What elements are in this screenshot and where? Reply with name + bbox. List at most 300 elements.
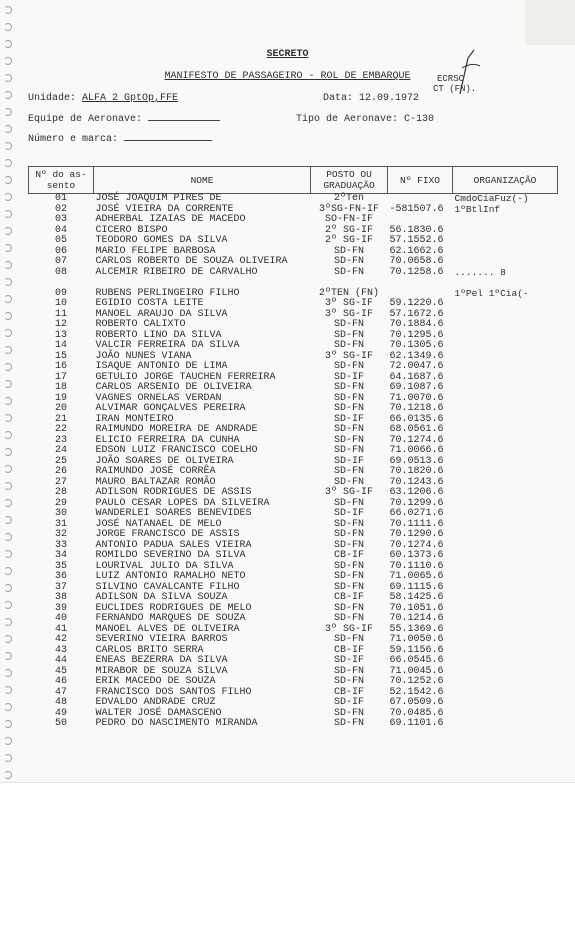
seat-number-cell: 02 <box>54 203 67 215</box>
organization-cell <box>453 257 558 268</box>
passenger-name-cell: LOURIVAL JULIO DA SILVA <box>95 560 234 572</box>
passenger-name-cell: FERNANDO MARQUES DE SOUZA <box>95 613 246 624</box>
rank-cell: SD-FN <box>333 560 364 572</box>
fixed-number-cell: 72.0047.6 <box>389 361 444 372</box>
perforation-hole <box>4 601 12 609</box>
table-row <box>29 698 558 709</box>
passenger-name-cell: MIRABOR DE SOUZA SILVA <box>95 665 228 677</box>
header-seat-number: Nº do as- sento <box>29 167 94 194</box>
passenger-name-cell: EDVALDO ANDRADE CRUZ <box>95 697 216 708</box>
passenger-name-cell: RAIMUNDO JOSÉ CORRÊA <box>95 466 216 477</box>
rank-cell: SD-FN <box>333 497 364 509</box>
organization-cell <box>453 541 558 552</box>
crew-row <box>28 115 220 125</box>
fixed-number-cell: 70.1252.6 <box>389 676 444 687</box>
table-row <box>29 635 558 646</box>
rank-cell: SD-IF <box>333 655 364 666</box>
fixed-number-cell: 70.1214.6 <box>389 613 444 624</box>
fixed-number-cell: 59.1156.6 <box>389 644 444 656</box>
fixed-number-cell: 69.0513.6 <box>389 455 444 467</box>
rank-cell: SD-FN <box>333 340 364 351</box>
seat-number-cell: 50 <box>54 718 67 729</box>
seat-number-cell: 28 <box>54 487 67 498</box>
perforation-hole <box>4 635 12 643</box>
rank-cell: SD-FN <box>333 476 364 488</box>
table-row <box>29 551 558 562</box>
organization-cell <box>453 226 558 237</box>
fixed-number-cell: 71.0065.6 <box>389 571 444 582</box>
rank-cell: SD-IF <box>333 371 364 383</box>
rank-cell: SD-FN <box>333 361 364 372</box>
fixed-number-cell: 70.1820.6 <box>389 466 444 477</box>
rank-cell: SD-FN <box>333 466 364 477</box>
rank-cell: SD-FN <box>333 424 364 435</box>
group-spacer <box>29 278 558 289</box>
passenger-name-cell: JOÃO NUNES VIANA <box>95 350 192 362</box>
document-title: MANIFESTO DE PASSAGEIRO - ROL DE EMBARQUE <box>164 71 411 82</box>
seat-number-cell: 06 <box>54 245 67 257</box>
perforation-hole <box>4 159 12 167</box>
perforation-hole <box>4 244 12 252</box>
rank-cell: SD-FN <box>333 245 364 257</box>
passenger-name-cell: ADILSON DA SILVA SOUZA <box>95 592 228 603</box>
perforation-hole <box>4 550 12 558</box>
table-row <box>29 320 558 331</box>
passenger-name-cell: CARLOS BRITO SERRA <box>95 644 204 656</box>
header-name: NOME <box>94 167 311 194</box>
passenger-name-cell: GETULIO JORGE TAUCHEN FERREIRA <box>95 371 276 383</box>
rank-cell: 2º SG-IF <box>324 224 373 236</box>
organization-cell <box>453 719 558 730</box>
passenger-name-cell: JOSÉ JOAQUIM PIRES DE <box>95 193 222 204</box>
passenger-name-cell: EGIDIO COSTA LEITE <box>95 298 204 309</box>
passenger-name-cell: CARLOS ROBERTO DE SOUZA OLIVEIRA <box>95 256 288 267</box>
table-row <box>29 446 558 457</box>
passenger-name-cell: ADILSON RODRIGUES DE ASSIS <box>95 487 252 498</box>
number-brand-label: Número e marca: <box>28 134 119 145</box>
rank-cell: 3º SG-IF <box>324 487 373 498</box>
perforation-hole <box>4 618 12 626</box>
organization-cell <box>453 625 558 636</box>
organization-cell: 1ºPel 1ºCia(- <box>454 287 529 299</box>
organization-cell <box>453 583 558 594</box>
rank-cell: SD-IF <box>333 413 364 425</box>
organization-cell <box>453 635 558 646</box>
passenger-name-cell: SILVINO CAVALCANTE FILHO <box>95 581 240 593</box>
fixed-number-cell: 63.1206.6 <box>389 487 444 498</box>
seat-number-cell: 18 <box>54 382 67 393</box>
table-row <box>29 215 558 226</box>
aircraft-type-label: Tipo de Aeronave: <box>296 114 399 125</box>
table-row <box>29 257 558 268</box>
seat-number-cell: 07 <box>54 256 67 267</box>
fixed-number-cell: 70.1218.6 <box>389 403 444 414</box>
perforation-hole <box>4 125 12 133</box>
rank-cell: SD-FN <box>333 665 364 677</box>
organization-cell <box>453 467 558 478</box>
passenger-name-cell: ISAQUE ANTONIO DE LIMA <box>95 361 228 372</box>
fixed-number-cell: 70.1274.6 <box>389 434 444 446</box>
seat-number-cell: 12 <box>54 319 67 330</box>
rank-cell: CB-IF <box>333 592 364 603</box>
organization-cell <box>453 310 558 321</box>
perforation-hole <box>4 499 12 507</box>
table-row <box>29 299 558 310</box>
organization-cell <box>453 446 558 457</box>
date-label: Data: <box>323 93 354 104</box>
organization-cell <box>453 394 558 405</box>
passenger-name-cell: SEVERINO VIEIRA BARROS <box>95 634 228 645</box>
passenger-name-cell: TEODORO GOMES DA SILVA <box>95 235 228 246</box>
passenger-name-cell: JOÃO SOARES DE OLIVEIRA <box>95 455 234 467</box>
passenger-name-cell: IRAN MONTEIRO <box>95 413 174 425</box>
perforation-hole <box>4 397 12 405</box>
seat-number-cell: 22 <box>54 424 67 435</box>
rank-cell: SD-FN <box>333 634 364 645</box>
fixed-number-cell: 70.1290.6 <box>389 529 444 540</box>
passenger-name-cell: ELICIO FERREIRA DA CUNHA <box>95 434 240 446</box>
fixed-number-cell: 59.1220.6 <box>389 298 444 309</box>
scan-smudge <box>525 0 575 45</box>
seat-number-cell: 29 <box>54 497 67 509</box>
fixed-number-cell: 71.0050.6 <box>389 634 444 645</box>
table-row <box>29 425 558 436</box>
organization-cell <box>453 698 558 709</box>
rank-cell: SD-FN <box>333 718 364 729</box>
perforation-hole <box>4 210 12 218</box>
passenger-name-cell: ALCEMIR RIBEIRO DE CARVALHO <box>95 266 258 278</box>
fixed-number-cell <box>388 194 453 205</box>
fixed-number-cell: 70.1111.6 <box>389 518 444 530</box>
passenger-name-cell: ROMILDO SEVERINO DA SILVA <box>95 550 246 561</box>
table-row <box>29 341 558 352</box>
organization-cell <box>453 247 558 258</box>
seat-number-cell: 24 <box>54 445 67 456</box>
fixed-number-cell: 70.1274.6 <box>389 539 444 551</box>
seat-number-cell: 30 <box>54 508 67 519</box>
fixed-number-cell: 70.0485.6 <box>389 707 444 719</box>
seat-number-cell: 20 <box>54 403 67 414</box>
fixed-number-cell: -581507.6 <box>389 203 444 215</box>
table-row <box>29 530 558 541</box>
number-brand-row <box>28 135 212 145</box>
rank-cell: SO-FN-IF <box>324 214 373 225</box>
unit-label: Unidade: <box>28 93 77 104</box>
organization-cell <box>453 362 558 373</box>
seat-number-cell: 27 <box>54 476 67 488</box>
perforation-hole <box>4 533 12 541</box>
rank-cell: CB-IF <box>333 686 364 698</box>
table-row <box>29 194 558 205</box>
fixed-number-cell: 57.1672.6 <box>389 308 444 320</box>
fixed-number-cell: 70.1110.6 <box>389 560 444 572</box>
rank-cell: SD-FN <box>333 445 364 456</box>
unit-row <box>28 94 178 104</box>
rank-cell: 2ºTen <box>333 193 364 204</box>
stamp-text-1: ECRSC <box>437 74 465 84</box>
seat-number-cell: 49 <box>54 707 67 719</box>
crew-label: Equipe de Aeronave: <box>28 114 143 125</box>
seat-number-cell: 10 <box>54 298 67 309</box>
table-row <box>29 656 558 667</box>
organization-cell <box>453 530 558 541</box>
table-row <box>29 467 558 478</box>
seat-number-cell: 04 <box>54 224 67 236</box>
seat-number-cell: 16 <box>54 361 67 372</box>
rank-cell: 2º SG-IF <box>324 235 373 246</box>
rank-cell: 3º SG-IF <box>324 623 373 635</box>
header-organization: ORGANIZAÇÃO <box>453 167 558 194</box>
fixed-number-cell: 70.1299.6 <box>389 497 444 509</box>
seat-number-cell: 25 <box>54 455 67 467</box>
organization-cell <box>453 509 558 520</box>
passenger-name-cell: MARIO FELIPE BARBOSA <box>95 245 216 257</box>
rank-cell: SD-IF <box>333 697 364 708</box>
aircraft-type-value: C-130 <box>404 114 435 125</box>
organization-cell: ....... 8 <box>454 266 506 278</box>
fixed-number-cell: 71.0070.6 <box>389 392 444 404</box>
table-body <box>29 194 558 730</box>
seat-number-cell: 38 <box>54 592 67 603</box>
seat-number-cell: 03 <box>54 214 67 225</box>
organization-cell <box>453 436 558 447</box>
fixed-number-cell: 69.1115.6 <box>389 581 444 593</box>
table-row <box>29 572 558 583</box>
organization-cell: CmdoCiaFuz(-) <box>454 193 529 204</box>
fixed-number-cell: 58.1425.6 <box>389 592 444 603</box>
seat-number-cell: 41 <box>54 623 67 635</box>
stamp-text-2: CT (FN). <box>433 84 477 94</box>
rank-cell: CB-IF <box>333 550 364 561</box>
table-header-row <box>29 167 558 194</box>
rank-cell: CB-IF <box>333 644 364 656</box>
passenger-name-cell: ERIK MACEDO DE SOUZA <box>95 676 216 687</box>
rank-cell: SD-FN <box>333 403 364 414</box>
passenger-name-cell: VALCIR FERREIRA DA SILVA <box>95 340 240 351</box>
organization-cell: 1ºBtlInf <box>454 203 501 215</box>
perforation-hole <box>4 652 12 660</box>
fixed-number-cell: 69.1101.6 <box>389 718 444 729</box>
rank-cell: SD-FN <box>333 382 364 393</box>
rank-cell: 3º SG-IF <box>324 308 373 320</box>
perforation-hole <box>4 669 12 677</box>
passenger-name-cell: MAURO BALTAZAR ROMÃO <box>95 476 216 488</box>
rank-cell: SD-FN <box>333 518 364 530</box>
rank-cell: SD-FN <box>333 571 364 582</box>
passenger-name-cell: EDSON LUIZ FRANCISCO COELHO <box>95 445 258 456</box>
classification-label: SECRETO <box>266 49 309 60</box>
fixed-number-cell: 70.0658.6 <box>389 256 444 267</box>
passenger-name-cell: PEDRO DO NASCIMENTO MIRANDA <box>95 718 258 729</box>
organization-cell <box>453 373 558 384</box>
rank-cell: SD-FN <box>333 539 364 551</box>
organization-cell <box>453 215 558 226</box>
seat-number-cell: 39 <box>54 602 67 614</box>
scan-blank-margin <box>0 782 575 948</box>
organization-cell <box>453 383 558 394</box>
seat-number-cell: 44 <box>54 655 67 666</box>
seat-number-cell: 46 <box>54 676 67 687</box>
passenger-name-cell: MANOEL ARAUJO DA SILVA <box>95 308 228 320</box>
seat-number-cell: 08 <box>54 266 67 278</box>
perforation-hole <box>4 346 12 354</box>
perforation-hole <box>4 108 12 116</box>
rank-cell: SD-FN <box>333 256 364 267</box>
header-rank: POSTO OU GRADUAÇÃO <box>311 167 388 194</box>
fixed-number-cell: 56.1830.6 <box>389 224 444 236</box>
seat-number-cell: 17 <box>54 371 67 383</box>
passenger-name-cell: CARLOS ARSENIO DE OLIVEIRA <box>95 382 252 393</box>
seat-number-cell: 14 <box>54 340 67 351</box>
seat-number-cell: 42 <box>54 634 67 645</box>
passenger-name-cell: VAGNES ORNELAS VERDAN <box>95 392 222 404</box>
perforation-hole <box>4 227 12 235</box>
perforation-hole <box>4 312 12 320</box>
fixed-number-cell: 67.0509.6 <box>389 697 444 708</box>
organization-cell <box>453 352 558 363</box>
passenger-name-cell: ROBERTO LINO DA SILVA <box>95 329 222 341</box>
rank-cell: SD-FN <box>333 266 364 278</box>
perforation-holes <box>0 0 14 790</box>
passenger-name-cell: JOSÉ NATANAEL DE MELO <box>95 518 222 530</box>
fixed-number-cell: 68.0561.6 <box>389 424 444 435</box>
rank-cell: SD-IF <box>333 508 364 519</box>
table-row <box>29 404 558 415</box>
organization-cell <box>453 488 558 499</box>
seat-number-cell: 48 <box>54 697 67 708</box>
seat-number-cell: 13 <box>54 329 67 341</box>
perforation-hole <box>4 737 12 745</box>
seat-number-cell: 26 <box>54 466 67 477</box>
rank-cell: SD-FN <box>333 392 364 404</box>
seat-number-cell: 11 <box>54 308 67 320</box>
rank-cell: SD-FN <box>333 613 364 624</box>
fixed-number-cell: 64.1687.6 <box>389 371 444 383</box>
table-row <box>29 614 558 625</box>
rank-cell: SD-FN <box>333 581 364 593</box>
organization-cell <box>453 499 558 510</box>
seat-number-cell: 15 <box>54 350 67 362</box>
crew-blank-line <box>148 120 220 121</box>
perforation-hole <box>4 431 12 439</box>
rank-cell: SD-FN <box>333 529 364 540</box>
perforation-hole <box>4 448 12 456</box>
rank-cell: SD-FN <box>333 329 364 341</box>
fixed-number-cell: 55.1369.6 <box>389 623 444 635</box>
rank-cell: 3º SG-IF <box>324 350 373 362</box>
seat-number-cell: 23 <box>54 434 67 446</box>
seat-number-cell: 09 <box>54 287 67 299</box>
perforation-hole <box>4 278 12 286</box>
organization-cell <box>453 478 558 489</box>
passenger-name-cell: JOSÉ VIEIRA DA CORRENTE <box>95 203 234 215</box>
organization-cell <box>453 646 558 657</box>
organization-cell <box>453 331 558 342</box>
passenger-name-cell: ROBERTO CALIXTO <box>95 319 186 330</box>
fixed-number-cell: 70.1258.6 <box>389 266 444 278</box>
organization-cell <box>453 677 558 688</box>
organization-cell <box>453 415 558 426</box>
rank-cell: 3º SG-IF <box>324 298 373 309</box>
fixed-number-cell: 52.1542.6 <box>389 686 444 698</box>
passenger-name-cell: CICERO BISPO <box>95 224 168 236</box>
passenger-name-cell: ENEAS BEZERRA DA SILVA <box>95 655 228 666</box>
table-row <box>29 362 558 373</box>
seat-number-cell: 32 <box>54 529 67 540</box>
rank-cell: SD-IF <box>333 455 364 467</box>
fixed-number-cell: 70.1884.6 <box>389 319 444 330</box>
rank-cell: 2ºTEN (FN) <box>318 287 379 299</box>
passenger-name-cell: FRANCISCO DOS SANTOS FILHO <box>95 686 252 698</box>
rank-cell: SD-FN <box>333 707 364 719</box>
seat-number-cell: 31 <box>54 518 67 530</box>
date-row <box>323 94 419 104</box>
passenger-name-cell: LUIZ ANTONIO RAMALHO NETO <box>95 571 246 582</box>
organization-cell <box>453 457 558 468</box>
perforation-hole <box>4 516 12 524</box>
seat-number-cell: 36 <box>54 571 67 582</box>
rank-cell: SD-FN <box>333 434 364 446</box>
fixed-number-cell: 70.1243.6 <box>389 476 444 488</box>
passenger-name-cell: ADHERBAL IZAIAS DE MACEDO <box>95 214 246 225</box>
aircraft-type-row <box>296 115 434 125</box>
perforation-hole <box>4 465 12 473</box>
fixed-number-cell: 70.1305.6 <box>389 340 444 351</box>
table-row <box>29 268 558 279</box>
organization-cell <box>453 562 558 573</box>
table-row <box>29 677 558 688</box>
perforation-hole <box>4 40 12 48</box>
seat-number-cell: 01 <box>54 193 67 204</box>
perforation-hole <box>4 295 12 303</box>
seat-number-cell: 40 <box>54 613 67 624</box>
passenger-name-cell: RUBENS PERLINGEIRO FILHO <box>95 287 240 299</box>
table-row <box>29 593 558 604</box>
seat-number-cell: 47 <box>54 686 67 698</box>
seat-number-cell: 19 <box>54 392 67 404</box>
perforation-hole <box>4 261 12 269</box>
passenger-name-cell: PAULO CESAR LOPES DA SILVEIRA <box>95 497 270 509</box>
organization-cell <box>453 320 558 331</box>
fixed-number-cell: 69.1087.6 <box>389 382 444 393</box>
perforation-hole <box>4 91 12 99</box>
perforation-hole <box>4 142 12 150</box>
seat-number-cell: 33 <box>54 539 67 551</box>
organization-cell <box>453 604 558 615</box>
passenger-name-cell: MANOEL ALVES DE OLIVEIRA <box>95 623 240 635</box>
table-row <box>29 488 558 499</box>
passenger-name-cell: ANTONIO PADUA SALES VIEIRA <box>95 539 252 551</box>
passenger-name-cell: RAIMUNDO MOREIRA DE ANDRADE <box>95 424 258 435</box>
organization-cell <box>453 614 558 625</box>
organization-cell <box>453 341 558 352</box>
fixed-number-cell: 62.1349.6 <box>389 350 444 362</box>
passenger-name-cell: JORGE FRANCISCO DE ASSIS <box>95 529 240 540</box>
organization-cell <box>453 656 558 667</box>
organization-cell <box>453 425 558 436</box>
perforation-hole <box>4 6 12 14</box>
rank-cell: SD-FN <box>333 602 364 614</box>
organization-cell <box>453 688 558 699</box>
fixed-number-cell: 70.1051.6 <box>389 602 444 614</box>
perforation-hole <box>4 363 12 371</box>
passenger-name-cell: EUCLIDES RODRIGUES DE MELO <box>95 602 252 614</box>
table-row <box>29 236 558 247</box>
organization-cell <box>453 551 558 562</box>
perforation-hole <box>4 329 12 337</box>
fixed-number-cell: 66.0545.6 <box>389 655 444 666</box>
perforation-hole <box>4 414 12 422</box>
